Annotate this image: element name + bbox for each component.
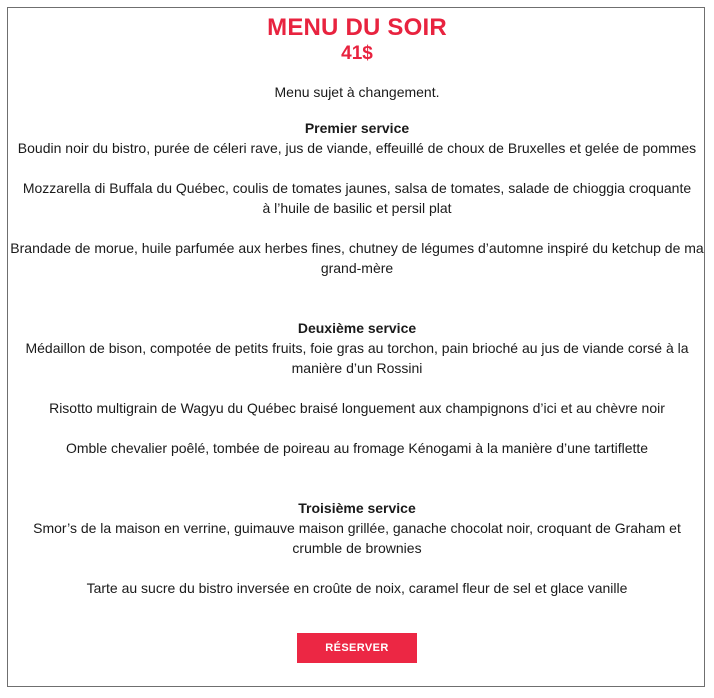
- dish-item: Mozzarella di Buffala du Québec, coulis de tomates jaunes, salsa de tomates, salade de chioggia croquante à l’huile de basilic et persil plat: [22, 180, 692, 216]
- dish-item: Smor’s de la maison en verrine, guimauve maison grillée, ganache chocolat noir, croquant de Graham et crumble de brownies: [33, 520, 681, 556]
- dish-item: Boudin noir du bistro, purée de céleri rave, jus de viande, effeuillé de choux de Bruxelles et gelée de pommes: [17, 140, 697, 156]
- menu-price: 41$: [341, 43, 373, 64]
- section-title-deuxieme: Deuxième service: [297, 320, 417, 336]
- dish-item: Omble chevalier poêlé, tombée de poireau au fromage Kénogami à la manière d’une tartiflette: [65, 440, 649, 456]
- dish-item: Tarte au sucre du bistro inversée en croûte de noix, caramel fleur de sel et glace vanille: [86, 580, 628, 596]
- dish-item: Médaillon de bison, compotée de petits fruits, foie gras au torchon, pain brioché au jus de viande corsé à la manière d’un Rossini: [25, 340, 689, 376]
- menu-note: Menu sujet à changement.: [274, 84, 440, 100]
- dish-item: Brandade de morue, huile parfumée aux herbes fines, chutney de légumes d’automne inspiré du ketchup de ma grand-mère: [10, 240, 704, 276]
- section-title-premier: Premier service: [304, 120, 410, 136]
- menu-title: MENU DU SOIR: [267, 14, 447, 41]
- section-title-troisieme: Troisième service: [298, 500, 416, 516]
- reserve-button[interactable]: RÉSERVER: [297, 633, 417, 663]
- dish-item: Risotto multigrain de Wagyu du Québec braisé longuement aux champignons d’ici et au chèvre noir: [49, 400, 665, 416]
